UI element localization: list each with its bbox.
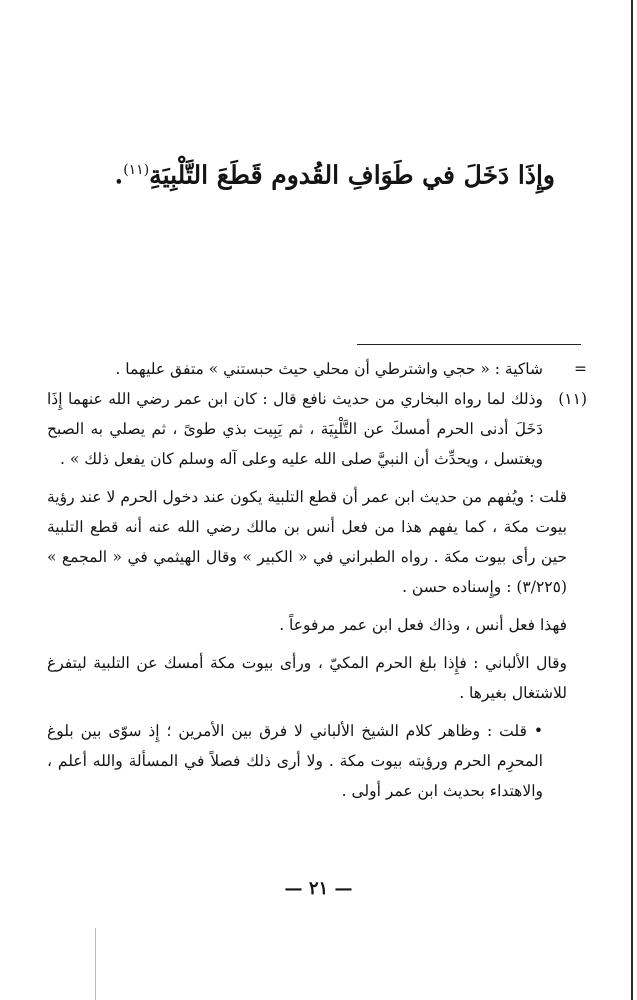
continuation-text: شاكية : « حجي واشترطي أن محلي حيث حبستني » متفق عليهما . (115, 360, 543, 378)
comment-paragraph-4 (47, 716, 587, 806)
footnote-separator (357, 344, 581, 345)
footnote-11-text: وذلك لما رواه البخاري من حديث نافع قال : كان ابن عمر رضي الله عنهما إِذَا دَخَلَ أدنى الحرم أمسكَ عن التَّلْبِيَة ، ثم يَبِيت بذي طوىً ، ثم يصلي به الصبح ويغتسل ، ويحدِّث أن النبيَّ صلى الله عليه وعلى آله وسلم كان يفعل ذلك » . (47, 390, 543, 468)
main-note-reference: (١١) (123, 162, 150, 178)
comment-paragraph-1: قلت : ويُفهم من حديث ابن عمر أن قطع التلبية يكون عند دخول الحرم لا عند رؤية بيوت مكة ، كما يفهم هذا من فعل أنس بن مالك رضي الله عنه أنه قطع التلبية حين رأى بيوت مكة . رواه الطبراني في « الكبير » وقال الهيثمي في « المجمع » (٣/٢٢٥) : وإِسناده حسن . (47, 488, 567, 596)
scan-artifact-line (95, 928, 96, 1000)
continuation-marker: = (574, 360, 587, 378)
comment-paragraph-3: وقال الألباني : فإِذا بلغ الحرم المكيّ ، ورأى بيوت مكة أمسك عن التلبية ليتفرغ للاشتغال بغيرها . (47, 654, 567, 702)
footnotes (47, 354, 587, 806)
page-number: — ٢١ — (284, 878, 353, 899)
page-edge-line (631, 0, 633, 1000)
comment-paragraph-2: فهذا فعل أنس ، وذاك فعل ابن عمر مرفوعاً . (279, 616, 567, 634)
footnote-11 (47, 384, 587, 474)
main-text (95, 148, 555, 197)
main-text-end: . (114, 160, 124, 190)
footnote-continuation (47, 354, 587, 384)
footnote-11-marker: (١١) (558, 390, 587, 408)
comment-paragraph-4-text: قلت : وظاهر كلام الشيخ الألباني لا فرق بين الأمرين ؛ إِذ سوّى بين بلوغ المحرِم الحرم ورؤيته بيوت مكة . ولا أرى ذلك فصلاً في المسألة والله أعلم ، والاهتداء بحديث ابن عمر أولى . (47, 722, 543, 800)
main-text-body: وإِذَا دَخَلَ في طَوَافِ القُدوم قَطَعَ التَّلْبِيَةِ (149, 160, 555, 190)
bullet-icon: • (533, 722, 543, 740)
